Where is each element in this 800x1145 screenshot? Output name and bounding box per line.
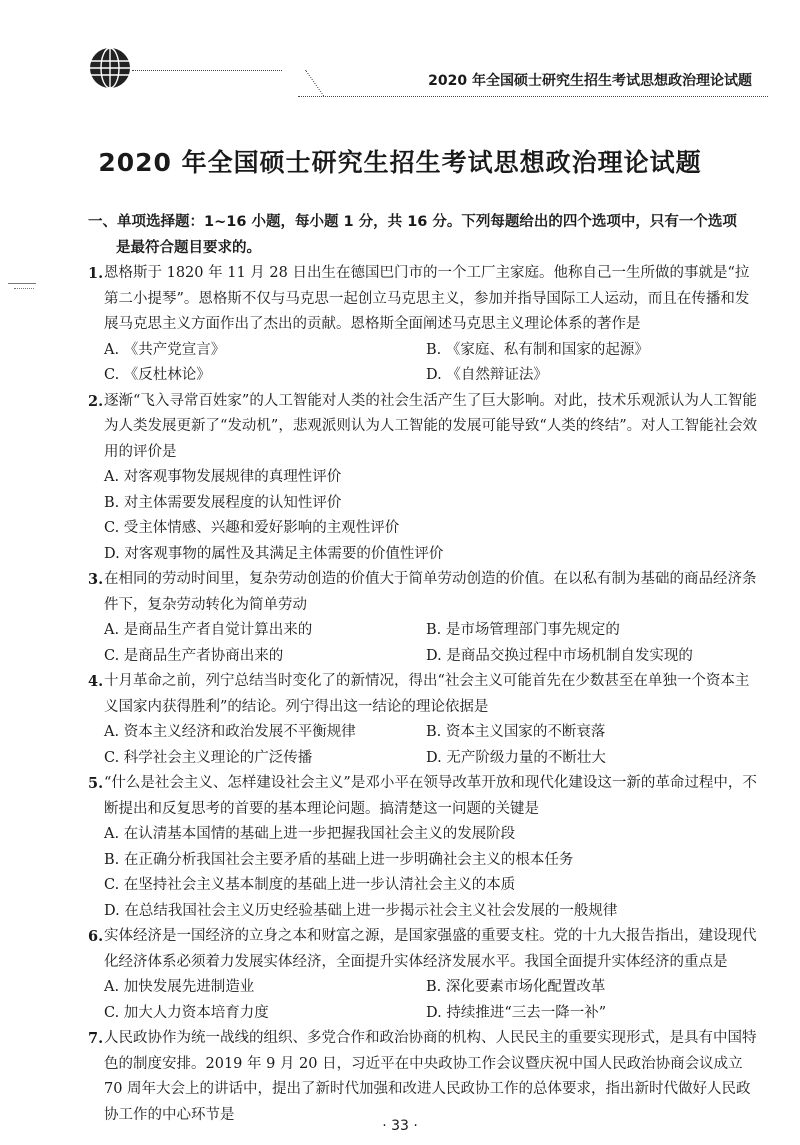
- option-d: D. 是商品交换过程中市场机制自发实现的: [426, 647, 693, 664]
- option-d: D. 无产阶级力量的不断壮大: [426, 749, 606, 766]
- question-number: 1.: [88, 265, 104, 282]
- margin-mark: [14, 288, 34, 289]
- option-d: D. 《自然辩证法》: [426, 367, 548, 383]
- question-4: [88, 669, 760, 771]
- question-7: [88, 1026, 760, 1128]
- question-number: 7.: [88, 1030, 104, 1047]
- question-stem: 恩格斯于 1820 年 11 月 28 日出生在德国巴门市的一个工厂主家庭。他称自己一生所做的事就是“拉第二小提琴”。恩格斯不仅与马克思一起创立马克思主义，参加并指导国际工人运动，而且在传播和发展马克思主义方面作出了杰出的贡献。恩格斯全面阐述马克思主义理论体系的著作是: [104, 265, 750, 332]
- option-b: B. 对主体需要发展程度的认知性评价: [104, 494, 342, 511]
- section-heading: 一、单项选择题：1~16 小题，每小题 1 分，共 16 分。下列每题给出的四个选项中，只有一个选项 是最符合题目要求的。: [88, 214, 737, 256]
- question-number: 5.: [88, 775, 104, 792]
- question-stem: “什么是社会主义、怎样建设社会主义”是邓小平在领导改革开放和现代化建设这一新的革命过程中，不断提出和反复思考的首要的基本理论问题。搞清楚这一问题的关键是: [104, 775, 757, 817]
- question-2: [88, 389, 760, 568]
- option-c: C. 受主体情感、兴趣和爱好影响的主观性评价: [104, 520, 400, 536]
- option-c: C. 是商品生产者协商出来的: [104, 647, 284, 664]
- option-c: C. 加大人力资本培育力度: [104, 1004, 269, 1021]
- option-d: D. 持续推进“三去一降一补”: [426, 1004, 607, 1021]
- header-rule-diagonal: [281, 70, 324, 96]
- option-b: B. 资本主义国家的不断衰落: [426, 724, 606, 740]
- option-b: B. 《家庭、私有制和国家的起源》: [426, 341, 649, 358]
- question-number: 6.: [88, 928, 104, 945]
- option-a: A. 《共产党宣言》: [104, 341, 226, 358]
- question-5: [88, 771, 760, 924]
- header-rule: [132, 70, 282, 71]
- option-a: A. 是商品生产者自觉计算出来的: [104, 622, 313, 638]
- question-stem: 逐渐“飞入寻常百姓家”的人工智能对人类的社会生活产生了巨大影响。对此，技术乐观派认为人工智能为人类发展更新了“发动机”，悲观派则认为人工智能的发展可能导致“人类的终结”。对人工智能社会效用的评价是: [104, 392, 758, 460]
- option-d: D. 在总结我国社会主义历史经验基础上进一步揭示社会主义社会发展的一般规律: [104, 902, 618, 919]
- option-b: B. 深化要素市场化配置改革: [426, 979, 606, 995]
- margin-mark: [8, 283, 36, 284]
- option-a: A. 在认清基本国情的基础上进一步把握我国社会主义的发展阶段: [104, 826, 516, 842]
- question-1: [88, 261, 760, 389]
- question-number: 2.: [88, 392, 104, 410]
- question-stem: 十月革命之前，列宁总结当时变化了的新情况，得出“社会主义可能首先在少数甚至在单独一个资本主义国家内获得胜利”的结论。列宁得出这一结论的理论依据是: [104, 673, 750, 715]
- option-b: B. 是市场管理部门事先规定的: [426, 622, 620, 638]
- option-b: B. 在正确分析我国社会主要矛盾的基础上进一步明确社会主义的根本任务: [104, 851, 574, 868]
- page-header: [0, 0, 800, 110]
- option-c: C. 在坚持社会主义基本制度的基础上进一步认清社会主义的本质: [104, 877, 516, 893]
- question-number: 4.: [88, 673, 104, 690]
- option-a: A. 加快发展先进制造业: [104, 979, 255, 995]
- question-stem: 人民政协作为统一战线的组织、多党合作和政治协商的机构、人民民主的重要实现形式，是具有中国特色的制度安排。2019 年 9 月 20 日，习近平在中央政协工作会议暨庆祝中国人民政治协商会议成立 70 周年大会上的讲话中，提出了新时代加强和改进人民政协工作的总体要求，指出新时代做好人民政协工作的中心环节是: [104, 1030, 757, 1123]
- document-title: 2020 年全国硕士研究生招生考试思想政治理论试题: [98, 148, 702, 177]
- question-stem: 在相同的劳动时间里，复杂劳动创造的价值大于简单劳动创造的价值。在以私有制为基础的商品经济条件下，复杂劳动转化为简单劳动: [104, 571, 757, 613]
- header-rule-lower: [298, 96, 768, 97]
- option-a: A. 对客观事物发展规律的真理性评价: [104, 469, 342, 485]
- option-c: C. 科学社会主义理论的广泛传播: [104, 749, 313, 766]
- question-number: 3.: [88, 571, 104, 588]
- page-number: · 33 ·: [382, 1118, 418, 1134]
- option-d: D. 对客观事物的属性及其满足主体需要的价值性评价: [104, 545, 444, 562]
- question-3: [88, 567, 760, 669]
- globe-logo-icon: [88, 46, 132, 90]
- question-stem: 实体经济是一国经济的立身之本和财富之源，是国家强盛的重要支柱。党的十九大报告指出，建设现代化经济体系必须着力发展实体经济，全面提升实体经济发展水平。我国全面提升实体经济的重点是: [104, 928, 757, 970]
- running-header-title: 2020 年全国硕士研究生招生考试思想政治理论试题: [428, 73, 752, 89]
- question-list: [88, 210, 760, 1128]
- question-6: [88, 924, 760, 1026]
- option-a: A. 资本主义经济和政治发展不平衡规律: [104, 724, 356, 740]
- option-c: C. 《反杜林论》: [104, 367, 211, 383]
